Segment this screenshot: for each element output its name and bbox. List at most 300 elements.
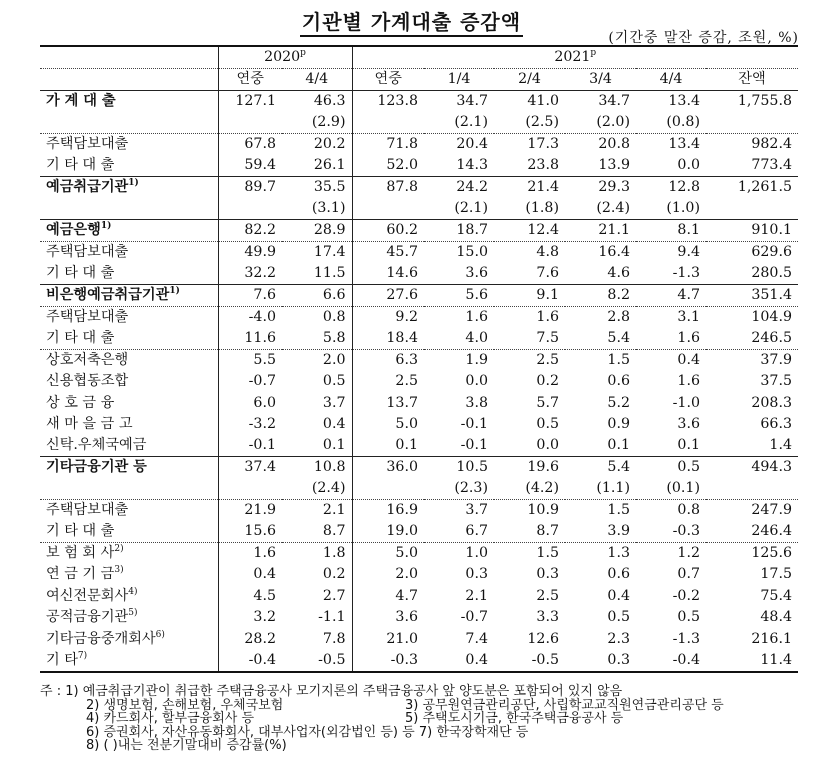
cell-value: 216.1 (751, 630, 792, 647)
cell-value: 8.1 (636, 220, 706, 242)
cell-value: 67.8 (218, 134, 282, 156)
row-label (40, 177, 218, 199)
cell-value: -0.5 (282, 650, 352, 672)
cell-value: 1.5 (565, 500, 636, 522)
footnote-mark: 1) (100, 221, 112, 231)
cell-pct (706, 478, 798, 500)
row-label (40, 414, 218, 435)
cell-value: 75.4 (760, 587, 792, 604)
cell-value: 5.0 (352, 543, 424, 565)
cell-value: 1.5 (494, 543, 565, 565)
cell-value: 0.4 (636, 350, 706, 372)
note-2: 2) 생명보험, 손해보험, 우체국보험 (86, 697, 284, 713)
cell-value: 24.2 (424, 177, 494, 199)
cell-pct (706, 112, 798, 134)
cell-value: -0.1 (248, 437, 276, 454)
table-row (40, 607, 798, 628)
cell-value: 0.6 (607, 566, 630, 583)
cell-value: 2.8 (565, 307, 636, 329)
cell-value: 0.7 (677, 566, 700, 583)
row-label-text: 예금은행 (46, 222, 101, 238)
cell-value: 37.4 (218, 457, 282, 479)
cell-value: -0.3 (352, 650, 424, 672)
cell-pct: (2.1) (454, 114, 488, 130)
row-label (40, 500, 218, 522)
footnote-mark: 3) (114, 565, 124, 576)
table-row (40, 263, 798, 285)
cell-value: 49.9 (218, 242, 282, 264)
footnote-mark: 1) (128, 178, 139, 188)
cell-value: 0.2 (282, 564, 352, 585)
cell-value: 2.7 (282, 586, 352, 607)
cell-value: 127.1 (218, 91, 282, 113)
cell-value: 1.5 (565, 350, 636, 372)
cell-value: -1.1 (282, 607, 352, 628)
cell-value: 13.9 (598, 157, 630, 173)
row-label (40, 220, 218, 242)
cell-value: 6.7 (465, 523, 488, 540)
cell-value: 15.0 (424, 242, 494, 264)
cell-pct: (2.9) (282, 112, 352, 134)
note-6: 6) 증권회사, 자산유동화회사, 대부사업자(외감법인 등) 등 (86, 724, 415, 740)
cell-value: 16.9 (352, 500, 424, 522)
cell-pct: (0.8) (666, 114, 700, 130)
cell-value: 0.0 (536, 437, 559, 454)
cell-value: 0.1 (607, 437, 630, 454)
row-label (40, 134, 218, 156)
row-label-text: 여신전문회사 (46, 587, 129, 604)
cell-value: 28.9 (282, 220, 352, 242)
cell-value: 0.4 (607, 587, 630, 604)
cell-value: 246.5 (751, 330, 792, 346)
cell-value: 0.5 (282, 371, 352, 392)
cell-value: 5.4 (607, 330, 630, 346)
table-row-pct (40, 112, 798, 134)
cell-value: 6.6 (282, 285, 352, 307)
cell-value: 208.3 (751, 394, 792, 411)
footnotes (40, 685, 810, 753)
row-label (40, 435, 218, 457)
footnote-mark: 2) (114, 544, 124, 555)
header-year-row (40, 46, 798, 69)
cell-value: -0.5 (494, 650, 565, 672)
footnote-mark: 7) (77, 650, 88, 661)
cell-value: 4.7 (395, 587, 418, 604)
cell-value: 1.6 (218, 543, 282, 565)
cell-value: 14.3 (456, 157, 488, 173)
row-label-text: 주택담보대출 (46, 244, 129, 260)
row-label-text: 연 금 기 금 (46, 566, 115, 583)
row-label-text: 주택담보대출 (46, 136, 129, 152)
cell-value: 0.5 (536, 415, 559, 432)
cell-value: 3.7 (424, 500, 494, 522)
cell-value: 48.4 (760, 609, 792, 626)
cell-value: 34.7 (424, 91, 494, 113)
cell-value: 0.2 (536, 373, 559, 390)
cell-pct: (2.4) (596, 200, 630, 216)
cell-value: 7.6 (218, 285, 282, 307)
cell-value: 2.1 (465, 587, 488, 604)
cell-pct (352, 478, 424, 500)
row-label (40, 392, 218, 413)
cell-value: 1.6 (494, 307, 565, 329)
cell-value: 0.8 (636, 500, 706, 522)
table-row (40, 242, 798, 264)
cell-value: -0.2 (672, 587, 700, 604)
table-row-pct (40, 198, 798, 220)
row-label (40, 564, 218, 585)
unit-label: (기간중 말잔 증감, 조원, %) (608, 30, 799, 46)
row-label (40, 457, 218, 479)
cell-value: 18.4 (386, 330, 418, 346)
cell-value: 2.3 (607, 630, 630, 647)
row-label (40, 155, 218, 177)
cell-value: 17.4 (282, 242, 352, 264)
cell-value: -4.0 (218, 307, 282, 329)
col-header: 1/4 (424, 69, 494, 91)
table-row (40, 328, 798, 350)
cell-value: 52.0 (386, 157, 418, 173)
row-label (40, 242, 218, 264)
cell-value: 2.0 (282, 350, 352, 372)
row-label-text: 기 타 대 출 (46, 265, 115, 281)
cell-value: 21.9 (218, 500, 282, 522)
cell-value: 10.9 (494, 500, 565, 522)
cell-pct: (4.2) (525, 480, 559, 497)
table-row (40, 392, 798, 413)
footnote-mark: 6) (155, 629, 165, 640)
row-label-text: 신탁.우체국예금 (46, 437, 147, 454)
row-label (40, 263, 218, 285)
row-label (40, 586, 218, 607)
col-header: 2/4 (494, 69, 565, 91)
cell-value: 21.4 (494, 177, 565, 199)
cell-value: 2.5 (536, 587, 559, 604)
cell-value: 773.4 (751, 157, 792, 173)
table-row (40, 155, 798, 177)
row-label-text: 가 계 대 출 (46, 93, 116, 109)
cell-pct: (2.0) (596, 114, 630, 130)
footnote-mark: 1) (169, 286, 180, 296)
cell-value: 123.8 (352, 91, 424, 113)
table-row (40, 435, 798, 457)
cell-value: 104.9 (706, 307, 798, 329)
cell-value: 6.0 (253, 394, 276, 411)
table-row (40, 457, 798, 479)
cell-value: -1.3 (672, 265, 700, 281)
cell-value: 8.2 (565, 285, 636, 307)
note-1: 예금취급기관이 취급한 주택금융공사 모기지론의 주택금융공사 앞 양도분은 포함되어 있지 않음 (82, 684, 623, 699)
table-row (40, 350, 798, 372)
cell-pct (352, 198, 424, 220)
cell-value: 20.8 (565, 134, 636, 156)
cell-value: 3.2 (253, 609, 276, 626)
cell-value: 12.8 (636, 177, 706, 199)
cell-value: 3.6 (395, 609, 418, 626)
cell-value: 20.4 (424, 134, 494, 156)
cell-value: 21.1 (565, 220, 636, 242)
row-label-text: 상호저축은행 (46, 352, 129, 368)
cell-value: 0.1 (282, 435, 352, 457)
row-label-text: 기 타 대 출 (46, 330, 115, 346)
cell-value: 3.9 (607, 523, 630, 540)
cell-value: 4.8 (494, 242, 565, 264)
row-label-text: 예금취급기관 (46, 179, 129, 195)
cell-value: 0.4 (253, 566, 276, 583)
cell-value: 17.5 (760, 566, 792, 583)
row-label (40, 650, 218, 672)
cell-value: 10.5 (424, 457, 494, 479)
row-label (40, 91, 218, 113)
cell-pct: (1.0) (666, 200, 700, 216)
cell-value: 7.5 (536, 330, 559, 346)
table-row (40, 371, 798, 392)
cell-value: 4.6 (607, 265, 630, 281)
cell-value: 0.6 (607, 373, 630, 390)
row-label-text: 공적금융기관 (46, 609, 129, 626)
cell-value: 1.3 (565, 543, 636, 565)
note-prefix: 주 : 1) (40, 684, 79, 699)
col-header: 4/4 (282, 69, 352, 91)
cell-value: 9.2 (352, 307, 424, 329)
cell-value: 0.9 (607, 415, 630, 432)
cell-value: 1.6 (424, 307, 494, 329)
cell-value: 3.8 (465, 394, 488, 411)
cell-value: 0.4 (424, 650, 494, 672)
cell-value: 982.4 (706, 134, 798, 156)
cell-value: 10.8 (282, 457, 352, 479)
cell-value: 0.0 (465, 373, 488, 390)
row-label (40, 350, 218, 372)
row-label (40, 371, 218, 392)
cell-value: -0.3 (672, 523, 700, 540)
cell-value: 8.7 (282, 521, 352, 543)
row-label (40, 307, 218, 329)
cell-value: 7.6 (536, 265, 559, 281)
footnote-mark: 5) (128, 608, 138, 619)
cell-value: 41.0 (494, 91, 565, 113)
cell-value: 82.2 (218, 220, 282, 242)
cell-value: -0.1 (460, 415, 488, 432)
year-2020: 2020$^p$ (218, 46, 352, 69)
cell-value: 9.1 (494, 285, 565, 307)
cell-value: 0.5 (607, 609, 630, 626)
cell-pct: (1.8) (525, 200, 559, 216)
row-label-text: 주택담보대출 (46, 309, 129, 325)
row-label-text: 상 호 금 융 (46, 394, 115, 411)
cell-value: 9.4 (636, 242, 706, 264)
cell-value: 11.5 (282, 263, 352, 285)
cell-value: 5.4 (565, 457, 636, 479)
row-label-text: 기 타 대 출 (46, 523, 115, 540)
cell-value: 11.4 (706, 650, 798, 672)
cell-value: 5.2 (607, 394, 630, 411)
cell-value: 0.3 (536, 566, 559, 583)
cell-value: 37.9 (706, 350, 798, 372)
note-4: 4) 카드회사, 할부금융회사 등 (86, 711, 255, 727)
cell-value: 35.5 (282, 177, 352, 199)
cell-value: 5.0 (395, 415, 418, 432)
cell-value: 1.8 (282, 543, 352, 565)
cell-value: 4.5 (253, 587, 276, 604)
cell-value: 26.1 (282, 155, 352, 177)
cell-value: 3.6 (465, 265, 488, 281)
col-header: 연중 (352, 69, 424, 91)
row-label-text: 신용협동조합 (46, 373, 129, 390)
cell-value: 8.7 (536, 523, 559, 540)
table-row (40, 220, 798, 242)
cell-value: 5.6 (424, 285, 494, 307)
cell-value: 71.8 (352, 134, 424, 156)
cell-value: 3.1 (636, 307, 706, 329)
header-col-row (40, 69, 798, 91)
cell-value: 29.3 (565, 177, 636, 199)
row-label (40, 285, 218, 307)
cell-value: 2.5 (494, 350, 565, 372)
cell-value: -0.7 (248, 373, 276, 390)
table-row (40, 521, 798, 543)
table-row (40, 134, 798, 156)
note-5: 5) 주택도시기금, 한국주택금융공사 등 (405, 711, 624, 727)
table-row (40, 285, 798, 307)
cell-value: 89.7 (218, 177, 282, 199)
cell-value: 2.1 (282, 500, 352, 522)
cell-value: 18.7 (424, 220, 494, 242)
table-row (40, 543, 798, 565)
cell-pct: (2.3) (454, 480, 488, 497)
cell-value: 28.2 (244, 630, 276, 647)
cell-value: 60.2 (352, 220, 424, 242)
cell-value: 34.7 (565, 91, 636, 113)
cell-value: -0.4 (636, 650, 706, 672)
col-header: 연중 (218, 69, 282, 91)
cell-value: 1.6 (677, 373, 700, 390)
cell-value: -1.0 (672, 394, 700, 411)
cell-value: 7.8 (282, 628, 352, 649)
cell-pct: (0.1) (666, 480, 700, 497)
cell-value: 13.7 (386, 394, 418, 411)
cell-value: -1.3 (672, 630, 700, 647)
cell-value: 1,261.5 (706, 177, 798, 199)
col-header: 4/4 (636, 69, 706, 91)
cell-value: 494.3 (706, 457, 798, 479)
cell-value: 5.5 (218, 350, 282, 372)
cell-value: 125.6 (706, 543, 798, 565)
row-label-text: 보 험 회 사 (46, 545, 115, 562)
cell-value: 87.8 (352, 177, 424, 199)
cell-value: 1.6 (677, 330, 700, 346)
row-label (40, 628, 218, 649)
cell-value: 32.2 (244, 265, 276, 281)
cell-value: 6.3 (352, 350, 424, 372)
cell-value: 3.3 (536, 609, 559, 626)
cell-value: 1,755.8 (706, 91, 798, 113)
cell-value: 7.4 (465, 630, 488, 647)
cell-value: 2.5 (395, 373, 418, 390)
note-3: 3) 공무원연금관리공단, 사립학교교직원연금관리공단 등 (405, 697, 724, 713)
cell-value: 1.4 (769, 437, 792, 454)
cell-value: 2.0 (395, 566, 418, 583)
cell-value: 280.5 (751, 265, 792, 281)
cell-value: 15.6 (244, 523, 276, 540)
cell-pct: (2.4) (282, 478, 352, 500)
cell-value: -3.2 (248, 415, 276, 432)
cell-pct (218, 112, 282, 134)
cell-pct: (1.1) (596, 480, 630, 497)
cell-value: 12.6 (527, 630, 559, 647)
table-row (40, 177, 798, 199)
table-row (40, 564, 798, 585)
col-header: 잔액 (706, 69, 798, 91)
cell-value: 0.0 (677, 157, 700, 173)
note-7: 7) 한국장학재단 등 (418, 724, 529, 740)
cell-value: 246.4 (751, 523, 792, 540)
cell-pct (218, 478, 282, 500)
row-label (40, 521, 218, 543)
cell-value: 0.3 (465, 566, 488, 583)
cell-value: 16.4 (565, 242, 636, 264)
cell-value: 0.4 (282, 414, 352, 435)
cell-value: 1.9 (424, 350, 494, 372)
cell-value: 4.7 (636, 285, 706, 307)
cell-value: 351.4 (706, 285, 798, 307)
cell-value: 0.5 (677, 609, 700, 626)
cell-value: 19.0 (386, 523, 418, 540)
page-title: 기관별 가계대출 증감액 (0, 6, 823, 35)
cell-value: 13.4 (636, 134, 706, 156)
cell-value: 5.7 (536, 394, 559, 411)
row-label-text: 기 타 대 출 (46, 157, 115, 173)
cell-value: 19.6 (494, 457, 565, 479)
row-label (40, 543, 218, 565)
cell-pct: (2.5) (525, 114, 559, 130)
cell-value: 3.7 (282, 392, 352, 413)
row-label-text: 기타금융기관 등 (46, 459, 147, 476)
table-row (40, 500, 798, 522)
row-label-text: 기타금융중개회사 (46, 630, 156, 647)
cell-pct (352, 112, 424, 134)
cell-value: 0.8 (282, 307, 352, 329)
loan-table (40, 45, 798, 673)
footnote-mark: 4) (128, 586, 138, 597)
cell-value: 37.5 (760, 373, 792, 390)
row-label-text: 주택담보대출 (46, 502, 129, 519)
cell-value: 21.0 (386, 630, 418, 647)
cell-value: 0.3 (565, 650, 636, 672)
cell-pct (218, 198, 282, 220)
table-row (40, 628, 798, 649)
cell-value: 247.9 (706, 500, 798, 522)
row-label (40, 607, 218, 628)
cell-value: 36.0 (352, 457, 424, 479)
table-row (40, 650, 798, 672)
cell-value: 14.6 (386, 265, 418, 281)
cell-value: 17.3 (494, 134, 565, 156)
cell-value: 0.1 (395, 437, 418, 454)
cell-value: -0.4 (218, 650, 282, 672)
cell-value: 59.4 (244, 157, 276, 173)
row-label-text: 비은행예금취급기관 (46, 287, 170, 303)
cell-pct: (2.1) (454, 200, 488, 216)
cell-value: 0.5 (636, 457, 706, 479)
table-row (40, 91, 798, 113)
cell-value: -0.1 (460, 437, 488, 454)
row-label-text: 새 마 을 금 고 (46, 415, 133, 432)
cell-value: 11.6 (244, 330, 276, 346)
cell-value: 1.2 (636, 543, 706, 565)
table-row-pct (40, 478, 798, 500)
cell-value: 66.3 (760, 415, 792, 432)
